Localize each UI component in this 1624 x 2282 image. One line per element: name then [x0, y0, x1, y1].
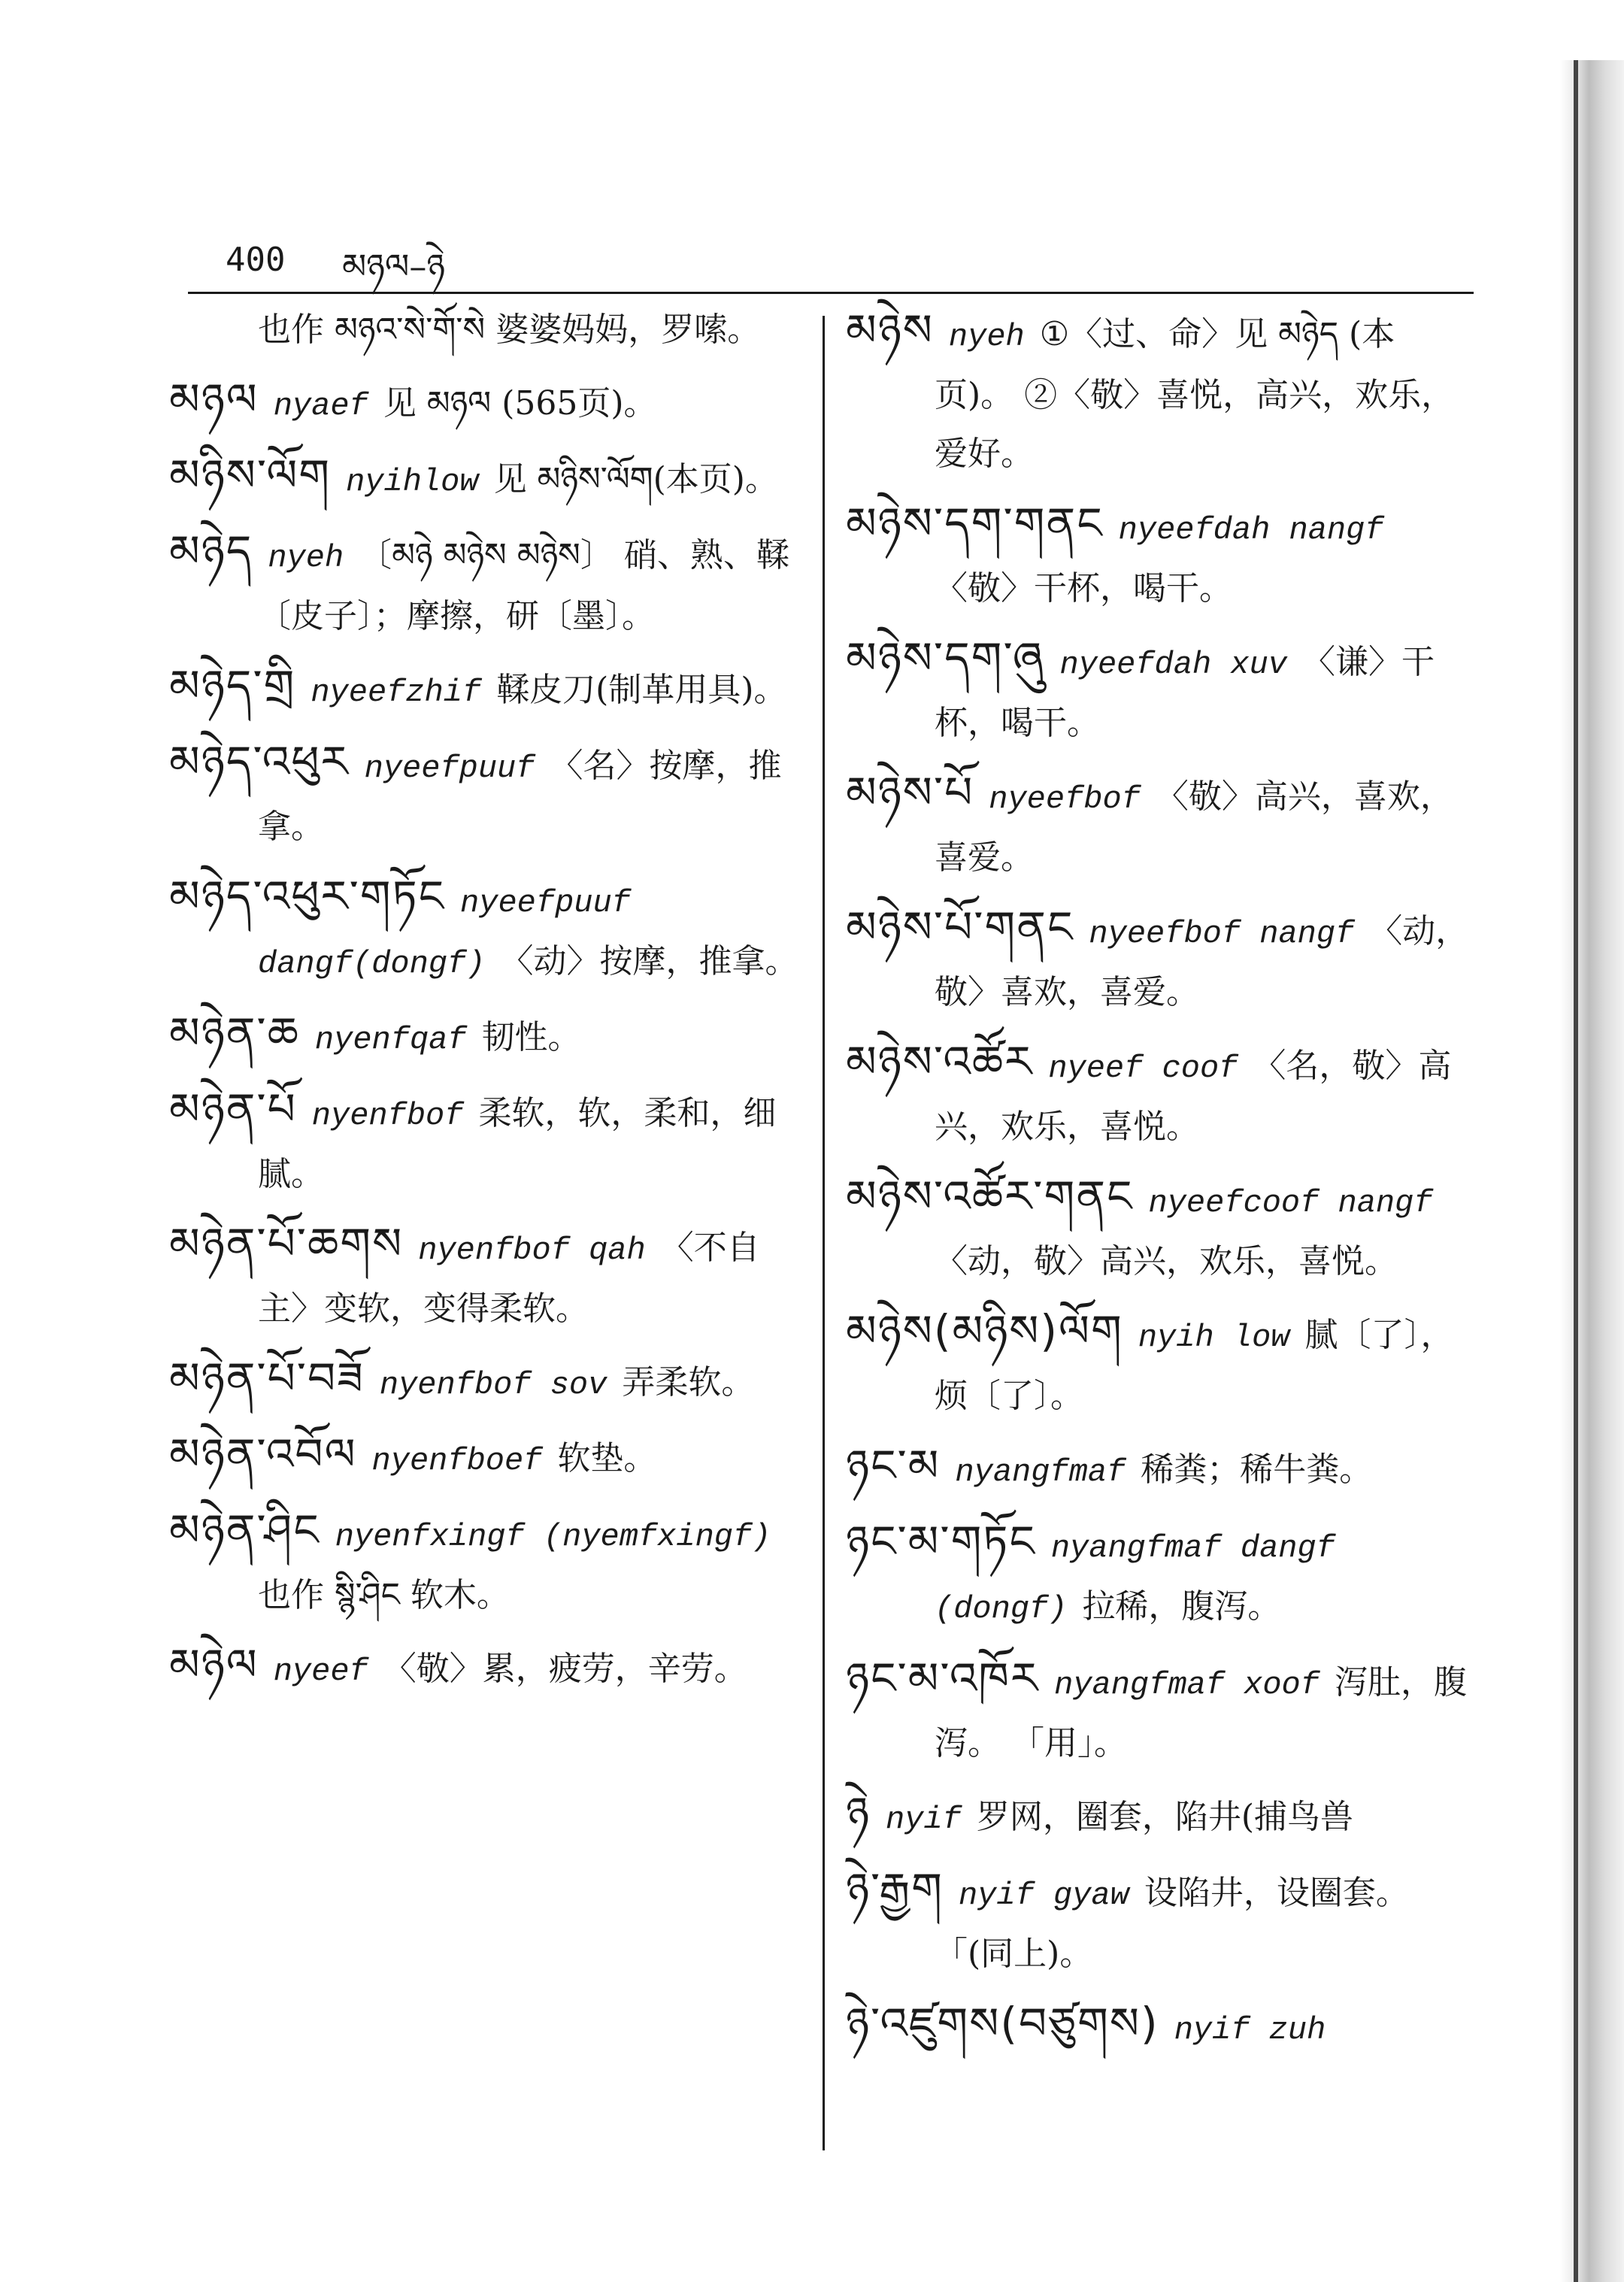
entry-gloss: 韧性。 [481, 1018, 581, 1056]
entry-transliteration: nyenfqaf [314, 1022, 467, 1058]
dictionary-entry [169, 1080, 804, 1204]
header-rule [188, 292, 1474, 294]
dictionary-entry [169, 1425, 804, 1490]
entry-headword: མཉེད་གྲི [169, 660, 296, 711]
entry-transliteration: nyeh [268, 540, 344, 576]
dictionary-entry [846, 763, 1470, 887]
guide-word: མཉལ–ཉེ [342, 246, 445, 286]
entry-headword: ཉེ [846, 1787, 871, 1838]
entry-transliteration: nyif gyaw [958, 1877, 1129, 1914]
entry-gloss: 〈敬〉累，疲劳，辛劳。 [383, 1650, 747, 1688]
dictionary-entry [846, 301, 1470, 483]
entry-transliteration: nyeefbof [989, 781, 1141, 817]
entry-headword: མཉེས(མཉིས)ལོག [846, 1305, 1123, 1356]
page-number: 400 [226, 241, 286, 279]
entry-gloss: 〈动，敬〉喜欢，喜爱。 [935, 912, 1469, 1011]
left-column [169, 301, 804, 1711]
dictionary-entry [169, 732, 804, 856]
page-edge-shadow [1560, 60, 1624, 2282]
entry-transliteration: nyihlow [346, 464, 479, 500]
entry-gloss: 软垫。 [557, 1439, 657, 1477]
entry-headword: མཉེས་འཚོར [846, 1036, 1034, 1087]
entry-gloss: 腻〔了〕，烦〔了〕。 [935, 1316, 1454, 1415]
entry-headword: མཉེན་པོ་བཟོ [169, 1353, 365, 1404]
entry-headword: མཉལ [169, 374, 259, 425]
dictionary-entry [169, 522, 804, 646]
entry-transliteration: nyif zuh [1174, 2012, 1326, 2048]
entry-transliteration: nyeefbof nangf [1089, 916, 1355, 952]
right-column [846, 301, 1470, 2070]
entry-headword: ཉང་མ་འཁོར [846, 1653, 1040, 1704]
column-divider [823, 316, 825, 2150]
dictionary-entry [169, 370, 804, 435]
entry-gloss: 也作 སྙི་ཤིང 软木。 [258, 1576, 510, 1614]
entry-transliteration: nyangfmaf [955, 1454, 1126, 1490]
entry-headword: ཉེ་འཛུགས(བཙུགས) [846, 1998, 1159, 2049]
entry-headword: མཉེས [846, 305, 934, 356]
entry-transliteration: nyeefcoof nangf [1148, 1185, 1433, 1221]
entry-transliteration: nyeefpuuf [364, 750, 535, 786]
dictionary-entry [169, 1501, 804, 1625]
entry-gloss: 〔མཉེ མཉེས མཉེས〕 硝、熟、鞣〔皮子〕；摩擦，研〔墨〕。 [258, 536, 789, 635]
entry-continuation: 也作 མཉའ་སེ་གོ་སེ 婆婆妈妈，罗嗦。 [258, 311, 761, 349]
dictionary-entry [846, 1859, 1470, 1983]
entry-gloss: 泻肚，腹泻。 「用」。 [935, 1663, 1467, 1762]
entry-headword: མཉིས་ལོག [169, 450, 332, 501]
dictionary-entry [846, 898, 1470, 1022]
entry-gloss: 〈动〉按摩，推拿。 [500, 942, 798, 980]
entry-headword: མཉེལ [169, 1639, 259, 1690]
entry-gloss: 稀粪；稀牛粪。 [1141, 1450, 1373, 1489]
dictionary-entry [846, 629, 1470, 753]
page-edge-line [1574, 60, 1578, 2282]
entry-transliteration: nyenfbof sov [379, 1367, 607, 1403]
entry-headword: མཉེད་འཕུར་གཏོང [169, 871, 446, 922]
entry-transliteration: nyangfmaf dangf (dongf) [935, 1530, 1335, 1627]
dictionary-entry [846, 1302, 1470, 1426]
dictionary-entry [846, 494, 1470, 618]
entry-headword: མཉེས་དག་གནང [846, 498, 1104, 549]
entry-transliteration: nyih low [1138, 1320, 1290, 1356]
entry-transliteration: nyeefzhif [311, 674, 482, 711]
entry-transliteration: nyenfbof qah [418, 1232, 646, 1268]
entry-gloss: 〈名〉按摩，推拿。 [258, 747, 782, 846]
entry-gloss: 弄柔软。 [622, 1363, 755, 1402]
entry-gloss: 设陷井，设圈套。 「(同上)。 [935, 1874, 1409, 1973]
entry-transliteration: nyif [886, 1802, 962, 1838]
entry-transliteration: nyenfxingf (nyemfxingf) [335, 1519, 771, 1555]
entry-gloss: 罗网，圈套，陷井(捕鸟兽 [976, 1798, 1354, 1836]
entry-headword: མཉེས་པོ་གནང [846, 902, 1074, 953]
entry-gloss: ①〈过、命〉见 མཉེད (本页)。 ②〈敬〉喜悦，高兴，欢乐，爱好。 [935, 315, 1455, 473]
dictionary-entry [846, 1436, 1470, 1502]
dictionary-entry [169, 1635, 804, 1701]
entry-transliteration: nyeefdah xuv [1059, 647, 1287, 683]
entry-transliteration: nyeef [273, 1653, 368, 1690]
entry-headword: མཉེས་པོ [846, 767, 974, 818]
entry-gloss: 见 མཉིས་ལོག(本页)。 [493, 460, 778, 499]
dictionary-entry [169, 656, 804, 722]
entry-headword: ཉང་མ་གཏོང [846, 1516, 1036, 1567]
entry-headword: མཉེས་དག་ཞུ [846, 632, 1045, 683]
entry-transliteration: nyeefdah nangf [1118, 512, 1384, 548]
entry-transliteration: nyeh [948, 319, 1025, 355]
dictionary-entry [169, 301, 804, 359]
entry-headword: མཉེད་འཕུར [169, 736, 350, 787]
entry-gloss: 柔软，软，柔和，细腻。 [258, 1094, 777, 1193]
entry-gloss: 〈动，敬〉高兴，欢乐，喜悦。 [935, 1242, 1398, 1280]
entry-headword: མཉེན་པོ་ཆགས [169, 1218, 404, 1269]
entry-transliteration: nyeefpuuf dangf(dongf) [258, 885, 631, 982]
dictionary-entry [169, 1214, 804, 1338]
entry-headword: མཉེད [169, 526, 253, 577]
entry-gloss: 〈敬〉高兴，喜欢，喜爱。 [935, 777, 1453, 877]
dictionary-entry [846, 1512, 1470, 1638]
entry-headword: ཉང་མ [846, 1440, 941, 1491]
entry-gloss: 〈不自主〉变软，变得柔软。 [258, 1229, 760, 1328]
running-header [218, 226, 1481, 293]
entry-gloss: 〈名，敬〉高兴，欢乐，喜悦。 [935, 1047, 1452, 1146]
entry-transliteration: nyenfbof [311, 1098, 464, 1134]
dictionary-entry [169, 446, 804, 511]
entry-gloss: 鞣皮刀(制革用具)。 [496, 671, 787, 709]
entry-transliteration: nyangfmaf xoof [1054, 1667, 1320, 1703]
dictionary-entry [846, 1994, 1470, 2059]
dictionary-entry [846, 1032, 1470, 1156]
entry-gloss: 〈谦〉干杯，喝干。 [935, 643, 1435, 742]
dictionary-entry [169, 1349, 804, 1414]
dictionary-entry [169, 1004, 804, 1069]
dictionary-entry [846, 1167, 1470, 1291]
entry-headword: མཉེན་ཆ [169, 1008, 300, 1059]
entry-transliteration: nyaef [273, 388, 368, 424]
entry-gloss: 〈敬〉干杯，喝干。 [935, 569, 1232, 608]
entry-headword: ཉེ་རྒྱག [846, 1863, 944, 1914]
entry-transliteration: nyenfboef [371, 1443, 543, 1479]
entry-headword: མཉེས་འཚོར་གནང [846, 1171, 1134, 1222]
dictionary-entry [169, 867, 804, 993]
entry-headword: མཉེན་འབོལ [169, 1429, 357, 1480]
dictionary-entry [846, 1649, 1470, 1773]
entry-headword: མཉེན་པོ [169, 1083, 297, 1135]
entry-transliteration: nyeef coof [1048, 1050, 1238, 1086]
dictionary-entry [846, 1783, 1470, 1849]
entry-gloss: 拉稀，腹泻。 [1082, 1587, 1281, 1626]
entry-headword: མཉེན་ཤིང [169, 1505, 320, 1556]
entry-gloss: 见 མཉལ (565页)。 [383, 384, 657, 423]
